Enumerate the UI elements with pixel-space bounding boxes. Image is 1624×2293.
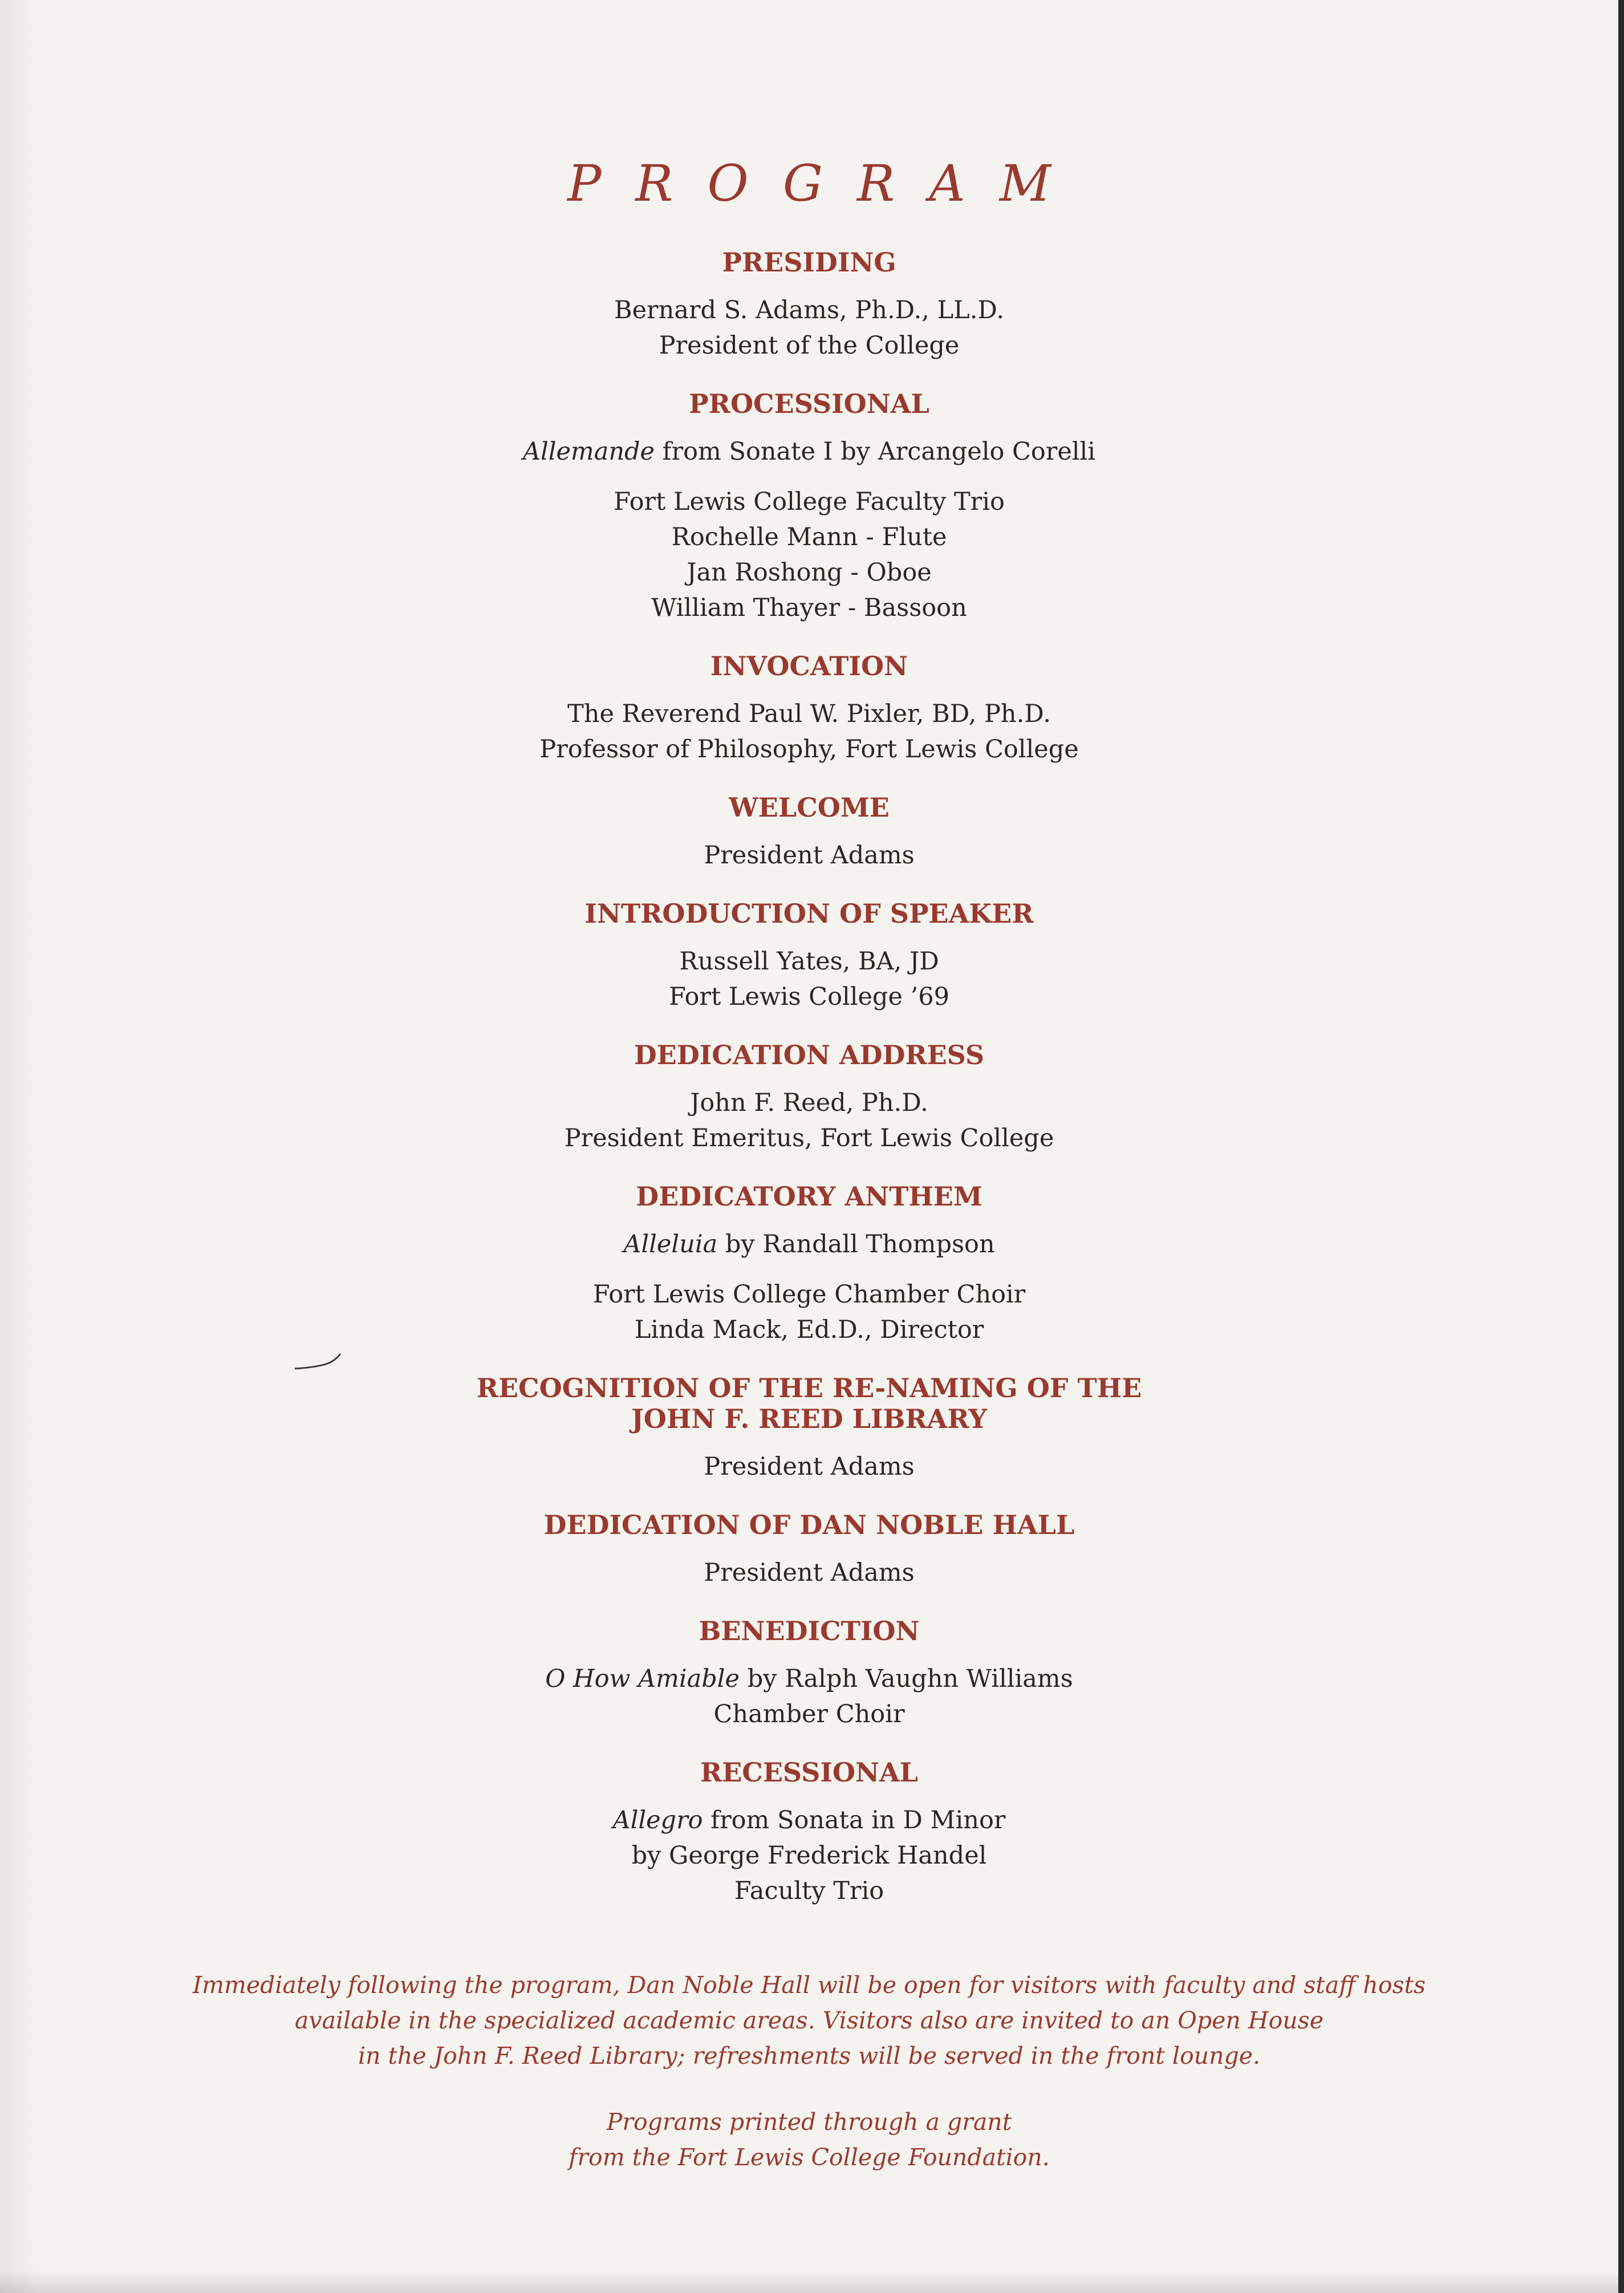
section-welcome — [0, 792, 1618, 873]
section-line: President Adams — [704, 1559, 915, 1587]
work-detail: from Sonata in D Minor — [703, 1806, 1006, 1835]
section-line: President Adams — [704, 1452, 915, 1481]
section-heading: RECESSIONAL — [700, 1757, 919, 1788]
section-line: Rochelle Mann - Flute — [671, 523, 947, 551]
section-line: Chamber Choir — [713, 1700, 905, 1728]
section-line: Russell Yates, BA, JD — [679, 947, 939, 976]
section-introduction — [0, 898, 1618, 1014]
section-heading: PROCESSIONAL — [689, 388, 929, 419]
section-heading: WELCOME — [729, 792, 890, 823]
section-heading: PRESIDING — [722, 247, 896, 278]
work-title: Alleluia — [623, 1230, 718, 1259]
section-heading: BENEDICTION — [699, 1616, 920, 1646]
section-dedicatory-anthem — [0, 1181, 1618, 1348]
footer-credit-line: Programs printed through a grant — [606, 2108, 1012, 2136]
section-dedication-address — [0, 1040, 1618, 1156]
section-line: William Thayer - Bassoon — [651, 594, 967, 622]
section-line: President Emeritus, Fort Lewis College — [564, 1124, 1054, 1152]
section-line: Faculty Trio — [734, 1877, 884, 1905]
section-heading: INVOCATION — [710, 651, 908, 681]
footer-credit-line: from the Fort Lewis College Foundation. — [569, 2144, 1050, 2171]
section-heading: INTRODUCTION OF SPEAKER — [584, 898, 1034, 929]
section-line: Professor of Philosophy, Fort Lewis College — [539, 735, 1079, 764]
section-line: Fort Lewis College Faculty Trio — [614, 488, 1005, 516]
section-heading: DEDICATORY ANTHEM — [636, 1181, 982, 1212]
section-line: The Reverend Paul W. Pixler, BD, Ph.D. — [567, 700, 1051, 728]
section-recessional — [0, 1757, 1618, 1909]
program-title: PROGRAM — [567, 154, 1085, 213]
section-heading: DEDICATION OF DAN NOBLE HALL — [543, 1509, 1075, 1540]
pen-mark-icon — [292, 1352, 343, 1374]
section-line: Linda Mack, Ed.D., Director — [634, 1316, 984, 1344]
work-title: Allegro — [612, 1806, 703, 1835]
work-detail: by Randall Thompson — [717, 1230, 995, 1259]
section-dedication-hall — [0, 1509, 1618, 1590]
work-title: O How Amiable — [545, 1665, 740, 1693]
footer-note-line: in the John F. Reed Library; refreshments will be served in the front lounge. — [358, 2042, 1261, 2069]
section-processional — [0, 388, 1618, 626]
section-presiding — [0, 247, 1618, 363]
work-line — [0, 1803, 1618, 1838]
program-content — [0, 154, 1618, 1934]
section-line: John F. Reed, Ph.D. — [690, 1089, 928, 1117]
work-detail: from Sonate I by Arcangelo Corelli — [655, 437, 1096, 466]
section-line: Jan Roshong - Oboe — [687, 558, 932, 587]
section-line: President of the College — [659, 331, 960, 360]
section-heading: DEDICATION ADDRESS — [634, 1040, 985, 1070]
section-invocation — [0, 651, 1618, 767]
footer-note — [160, 1967, 1459, 2073]
section-line: Bernard S. Adams, Ph.D., LL.D. — [614, 296, 1004, 324]
program-footer — [160, 1967, 1459, 2175]
section-line: President Adams — [704, 841, 915, 870]
work-title: Allemande — [522, 437, 655, 466]
section-recognition — [0, 1373, 1618, 1484]
section-line: Fort Lewis College ’69 — [669, 983, 949, 1011]
footer-note-line: Immediately following the program, Dan Noble Hall will be open for visitors with faculty and staff hosts — [192, 1971, 1426, 1999]
section-heading: RECOGNITION OF THE RE-NAMING OF THE — [476, 1373, 1142, 1403]
section-line: Fort Lewis College Chamber Choir — [592, 1280, 1026, 1309]
footer-credit — [160, 2104, 1459, 2175]
section-line: by George Frederick Handel — [631, 1841, 987, 1870]
footer-note-line: available in the specialized academic areas. Visitors also are invited to an Open House — [295, 2007, 1323, 2034]
section-benediction — [0, 1616, 1618, 1732]
work-line — [0, 1227, 1618, 1262]
work-line — [0, 434, 1618, 469]
page-bottom-shadow — [0, 2270, 1618, 2293]
section-heading-continued: JOHN F. REED LIBRARY — [631, 1403, 987, 1434]
work-detail: by Ralph Vaughn Williams — [739, 1665, 1073, 1693]
work-line — [0, 1661, 1618, 1697]
